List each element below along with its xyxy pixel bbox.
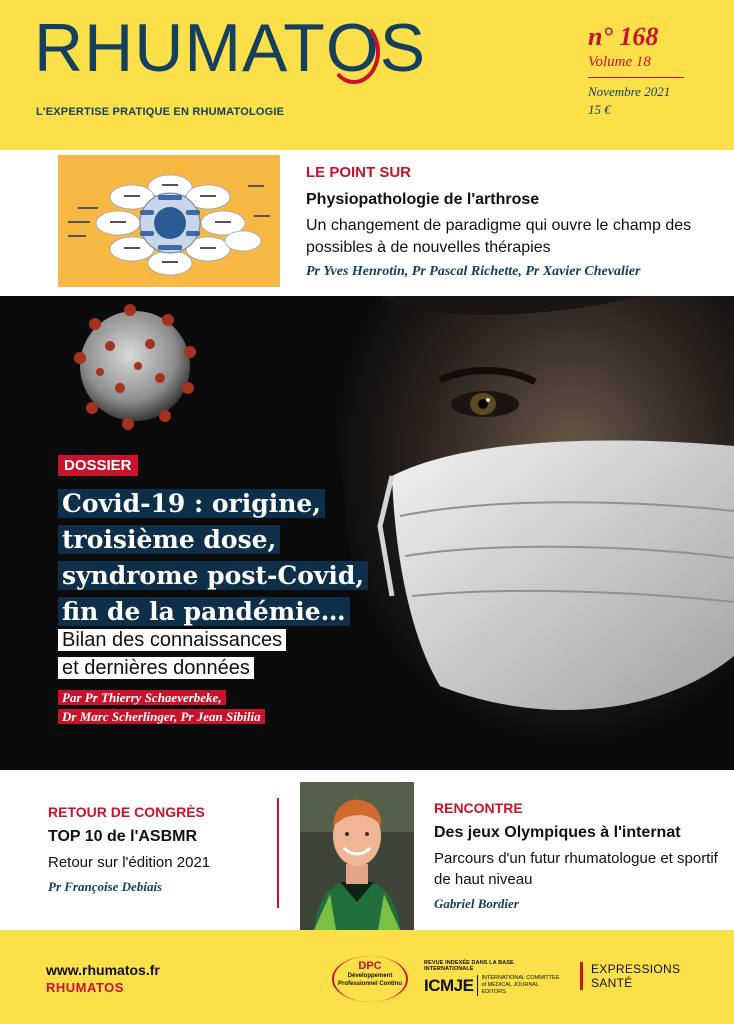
dpc-title: DPC xyxy=(358,960,382,972)
arthrosis-diagram-image xyxy=(58,155,280,287)
author-line: Dr Marc Scherlinger, Pr Jean Sibilia xyxy=(58,709,265,724)
rencontre-author: Gabriel Bordier xyxy=(434,896,519,911)
point-sur-authors: Pr Yves Henrotin, Pr Pascal Richette, Pr Xavier Chevalier xyxy=(306,264,641,280)
column-divider xyxy=(277,798,279,908)
rencontre-kicker: RENCONTRE xyxy=(434,800,523,816)
headline-line: syndrome post-Covid, xyxy=(58,561,368,590)
icmje-caption: REVUE INDEXÉE DANS LA BASE INTERNATIONALE xyxy=(424,960,514,972)
author-line: Par Pr Thierry Schaeverbeke, xyxy=(58,690,226,705)
point-sur-text xyxy=(306,164,716,280)
website-link[interactable]: www.rhumatos.fr xyxy=(46,962,160,978)
retour-congres-kicker: RETOUR DE CONGRÈS xyxy=(48,804,205,820)
dpc-subtitle: Développement Professionnel Continu xyxy=(337,973,402,987)
point-sur-section[interactable] xyxy=(0,150,734,296)
magazine-logo: RHUMATOS xyxy=(34,10,427,86)
rencontre-subtitle: Parcours d'un futur rhumatologue et sportif de haut niveau xyxy=(434,850,718,888)
icmje-logo xyxy=(424,960,564,996)
dossier-subhead xyxy=(58,626,358,682)
headline-line: fin de la pandémie… xyxy=(58,597,350,626)
icmje-description: INTERNATIONAL COMMITTEE of MEDICAL JOURNAL EDITORS xyxy=(477,975,564,996)
subhead-line: Bilan des connaissances xyxy=(58,629,286,651)
footer-mini-logo: RHUMATOS xyxy=(46,980,124,995)
icmje-acronym: ICMJE xyxy=(424,975,474,995)
retour-congres-author: Pr Françoise Debiais xyxy=(48,879,163,894)
dossier-authors xyxy=(58,688,318,726)
issue-info xyxy=(588,24,684,118)
athlete-photo xyxy=(300,782,414,930)
rencontre-article[interactable] xyxy=(434,800,724,912)
footer xyxy=(0,930,734,1024)
issue-price: 15 € xyxy=(588,102,611,117)
rencontre-title: Des jeux Olympiques à l'internat xyxy=(434,824,681,841)
subhead-line: et dernières données xyxy=(58,657,254,679)
headline-line: Covid-19 : origine, xyxy=(58,489,325,518)
point-sur-kicker: LE POINT SUR xyxy=(306,164,412,181)
masthead xyxy=(0,0,734,150)
retour-congres-title: TOP 10 de l'ASBMR xyxy=(48,828,198,845)
publisher-line: EXPRESSIONS xyxy=(591,962,681,976)
point-sur-title: Physiopathologie de l'arthrose xyxy=(306,191,540,208)
issue-date: Novembre 2021 xyxy=(588,84,671,99)
publisher-logo xyxy=(580,962,680,990)
retour-congres-article[interactable] xyxy=(48,804,278,895)
dpc-logo xyxy=(332,956,408,1002)
point-sur-subtitle: Un changement de paradigme qui ouvre le champ des possibles à de nouvelles thérapies xyxy=(306,217,692,256)
headline-line: troisième dose, xyxy=(58,525,280,554)
retour-congres-subtitle: Retour sur l'édition 2021 xyxy=(48,854,211,871)
dossier-section[interactable] xyxy=(0,296,734,770)
bottom-articles xyxy=(0,770,734,930)
publisher-line: SANTÉ xyxy=(591,976,633,990)
issue-number: n° 168 xyxy=(588,22,659,51)
dossier-tag: DOSSIER xyxy=(58,455,138,476)
tagline: L'EXPERTISE PRATIQUE EN RHUMATOLOGIE xyxy=(36,106,285,118)
issue-volume: Volume 18 xyxy=(588,54,684,78)
dossier-headline xyxy=(58,486,398,630)
